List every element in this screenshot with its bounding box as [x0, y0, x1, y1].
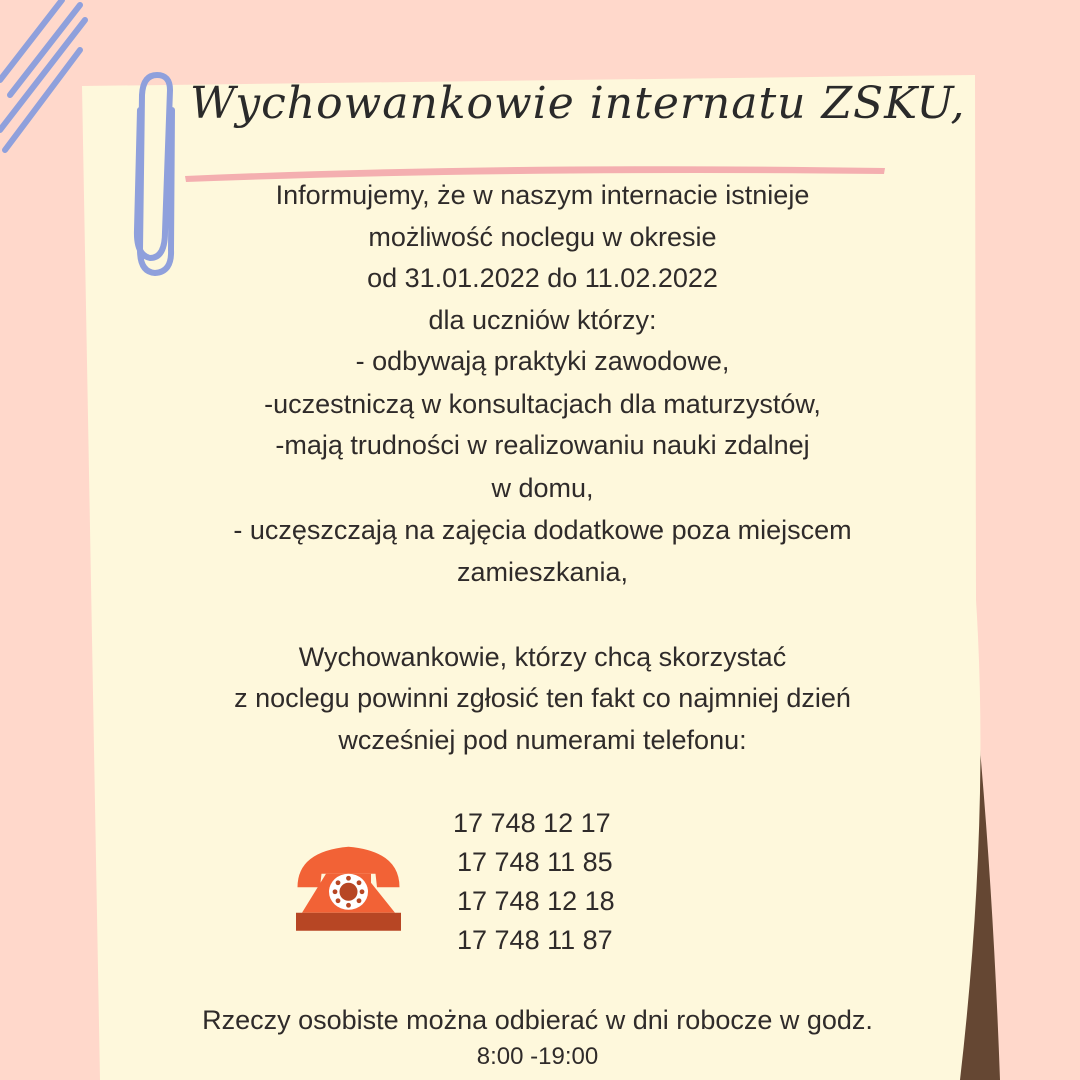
- notice-line: wcześniej pod numerami telefonu:: [338, 725, 747, 755]
- paperclip-icon: [0, 0, 200, 300]
- intro-line: - odbywają praktyki zawodowe,: [355, 346, 730, 376]
- intro-line: - uczęszczają na zajęcia dodatkowe poza miejscem: [233, 515, 852, 545]
- intro-line: -uczestniczą w konsultacjach dla maturzystów,: [264, 389, 821, 419]
- notice-line: z noclegu powinni zgłosić ten fakt co najmniej dzień: [234, 683, 851, 713]
- phone-number[interactable]: 17 748 11 85: [457, 847, 613, 877]
- poster-title: Wychowankowie internatu ZSKU,: [190, 78, 966, 129]
- telephone-icon: [296, 845, 401, 931]
- intro-line: -mają trudności w realizowaniu nauki zdalnej: [275, 430, 810, 460]
- footer-line: Rzeczy osobiste można odbierać w dni robocze w godz.: [202, 1005, 873, 1035]
- footer-hours: 8:00 -19:00: [476, 1043, 599, 1070]
- phone-number[interactable]: 17 748 11 87: [457, 925, 613, 955]
- notice-line: Wychowankowie, którzy chcą skorzystać: [298, 642, 787, 672]
- intro-line: od 31.01.2022 do 11.02.2022: [367, 263, 718, 293]
- phone-number[interactable]: 17 748 12 18: [457, 886, 615, 916]
- intro-line: Informujemy, że w naszym internacie istnieje: [275, 180, 810, 210]
- intro-line: w domu,: [491, 473, 594, 503]
- intro-line: zamieszkania,: [456, 557, 629, 587]
- intro-line: dla uczniów którzy:: [428, 305, 657, 335]
- intro-line: możliwość noclegu w okresie: [368, 222, 717, 252]
- phone-number[interactable]: 17 748 12 17: [453, 808, 611, 838]
